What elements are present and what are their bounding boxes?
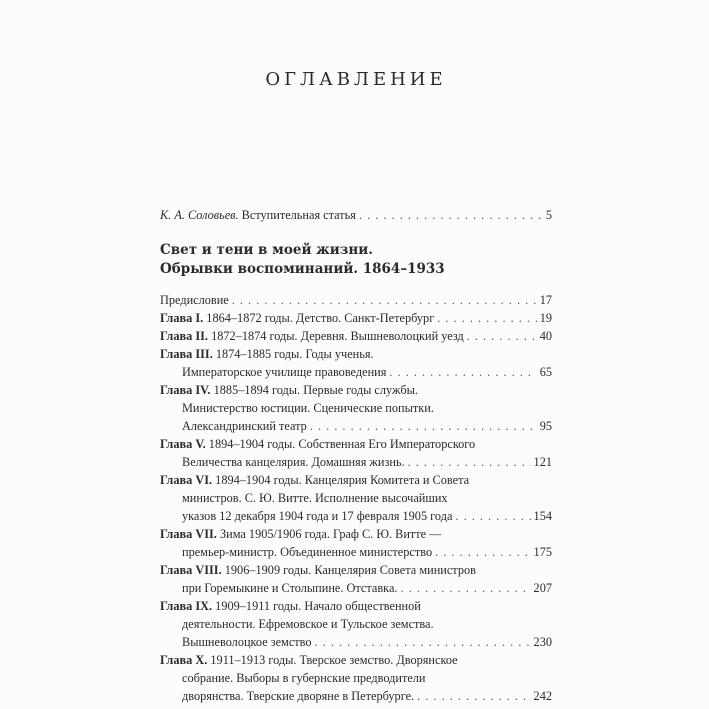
chapter-label: Глава VI.	[160, 473, 213, 487]
chapter-label: Глава VIII.	[160, 563, 222, 577]
page-number: 242	[533, 689, 552, 703]
toc-entry-chapter-7	[160, 525, 552, 543]
toc-entry-chapter-6-cont	[182, 507, 552, 525]
toc-entry-chapter-4	[160, 381, 552, 399]
toc-entry-chapter-9	[160, 597, 552, 615]
dot-leader	[232, 291, 537, 309]
section-title-line-2: Обрывки воспоминаний. 1864–1933	[160, 261, 445, 277]
toc-entry-chapter-6	[160, 471, 552, 489]
entry-title: 1864–1872 годы. Детство. Санкт-Петербург	[206, 311, 435, 325]
entry-title: 1874–1885 годы. Годы ученья.	[215, 347, 374, 361]
toc-entry-chapter-3	[160, 345, 552, 363]
page-number: 65	[539, 365, 552, 379]
toc-entry-chapter-7-cont	[182, 543, 552, 561]
chapter-label: Глава X.	[160, 653, 208, 667]
entry-title-cont: при Горемыкине и Столыпине. Отставка.	[182, 581, 398, 595]
entry-title: Предисловие	[160, 293, 229, 307]
intro-title: Вступительная статья	[241, 208, 356, 222]
toc-entry-chapter-2	[160, 327, 552, 345]
page-number: 95	[539, 419, 552, 433]
chapter-label: Глава V.	[160, 437, 206, 451]
dot-leader	[389, 363, 536, 381]
dot-leader	[315, 633, 531, 651]
toc-entry-chapter-5-cont	[182, 453, 552, 471]
page-number: 121	[533, 455, 552, 469]
entry-title: 1894–1904 годы. Собственная Его Императорского	[208, 437, 476, 451]
page-number: 17	[539, 293, 552, 307]
page-number: 154	[533, 509, 552, 523]
entry-title-cont: Величества канцелярия. Домашняя жизнь.	[182, 455, 405, 469]
toc-entry-chapter-8-cont	[182, 579, 552, 597]
toc-entry-chapter-9-cont	[182, 633, 552, 651]
toc-entry-chapter-8	[160, 561, 552, 579]
page-number: 19	[539, 311, 552, 325]
dot-leader	[435, 543, 530, 561]
dot-leader	[437, 309, 536, 327]
entry-title-cont: Императорское училище правоведения	[182, 365, 387, 379]
entry-title-cont: Александринский театр	[182, 419, 307, 433]
dot-leader	[359, 206, 543, 224]
entry-title: 1906–1909 годы. Канцелярия Совета министров	[224, 563, 476, 577]
entry-title-cont: министров. С. Ю. Витте. Исполнение высочайших	[182, 491, 448, 505]
intro-author: К. А. Соловьев.	[160, 208, 239, 222]
page-number: 230	[533, 635, 552, 649]
toc-entry-chapter-10	[160, 651, 552, 669]
toc-entry-chapter-4-cont	[182, 417, 552, 435]
page-title: ОГЛАВЛЕНИЕ	[265, 69, 447, 90]
chapter-label: Глава IV.	[160, 383, 211, 397]
dot-leader	[455, 507, 530, 525]
toc-entry-preface	[160, 291, 552, 309]
dot-leader	[401, 579, 531, 597]
entry-title: Зима 1905/1906 года. Граф С. Ю. Витте —	[219, 527, 442, 541]
page-number: 40	[539, 329, 552, 343]
chapter-label: Глава II.	[160, 329, 208, 343]
entry-title: 1911–1913 годы. Тверское земство. Дворянское	[210, 653, 458, 667]
entry-title-cont: дворянства. Тверские дворяне в Петербурге.	[182, 689, 415, 703]
chapter-label: Глава IX.	[160, 599, 213, 613]
entry-title: 1894–1904 годы. Канцелярия Комитета и Совета	[215, 473, 470, 487]
toc-entry-chapter-3-cont	[182, 363, 552, 381]
toc-entry-chapter-10-cont	[182, 687, 552, 705]
chapter-label: Глава VII.	[160, 527, 217, 541]
dot-leader	[467, 327, 537, 345]
chapter-label: Глава III.	[160, 347, 213, 361]
dot-leader	[310, 417, 537, 435]
toc-entry-chapter-5	[160, 435, 552, 453]
entry-title: 1872–1874 годы. Деревня. Вышневолоцкий уезд	[211, 329, 464, 343]
entry-title-cont: собрание. Выборы в губернские предводители	[182, 671, 426, 685]
entry-title-cont: деятельности. Ефремовское и Тульское земства.	[182, 617, 434, 631]
chapter-label: Глава I.	[160, 311, 204, 325]
page-number: 5	[545, 208, 552, 222]
entry-title-cont: премьер-министр. Объединенное министерство	[182, 545, 433, 559]
page-number: 207	[533, 581, 552, 595]
entry-title: 1885–1894 годы. Первые годы службы.	[213, 383, 418, 397]
section-title-line-1: Свет и тени в моей жизни.	[160, 242, 374, 258]
entry-title-cont: Вышневолоцкое земство	[182, 635, 312, 649]
toc-entry-chapter-1	[160, 309, 552, 327]
entry-title-cont: Министерство юстиции. Сценические попытки.	[182, 401, 434, 415]
entry-title-cont: указов 12 декабря 1904 года и 17 февраля 1905 года	[182, 509, 453, 523]
toc-entry-intro	[160, 206, 552, 224]
entry-title: 1909–1911 годы. Начало общественной	[215, 599, 421, 613]
dot-leader	[417, 687, 530, 705]
page-number: 175	[533, 545, 552, 559]
dot-leader	[408, 453, 531, 471]
